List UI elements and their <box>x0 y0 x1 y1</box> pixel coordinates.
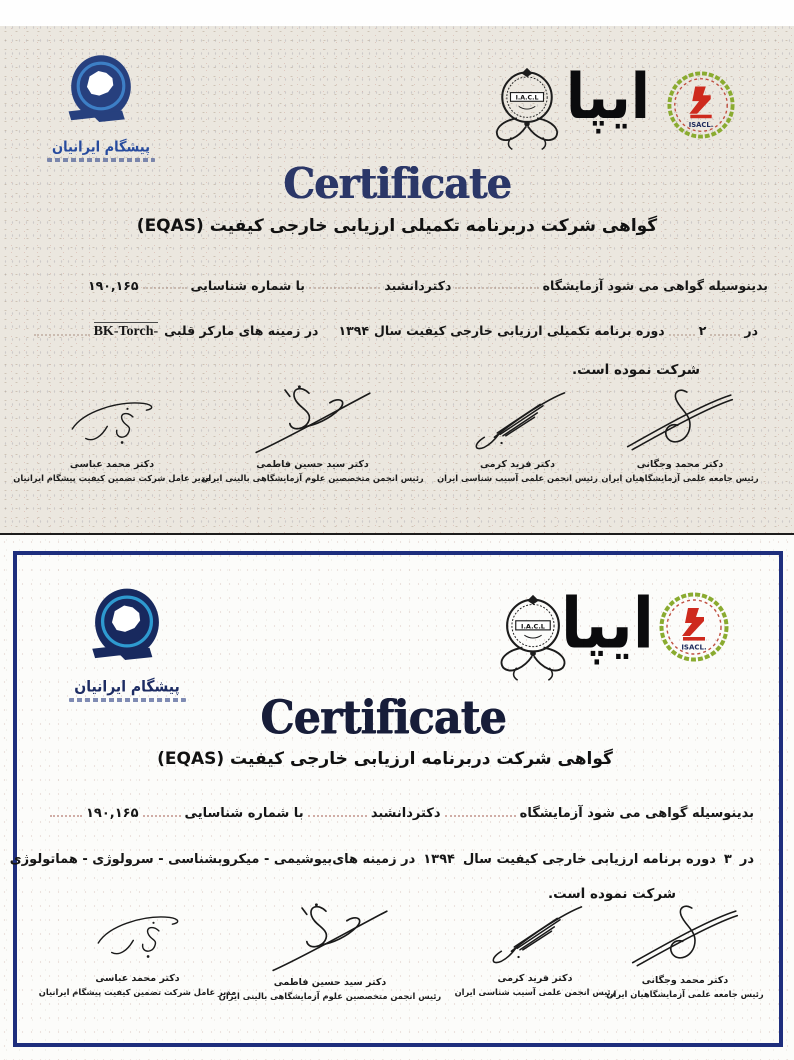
pishgam-logo-emblem <box>80 583 174 675</box>
certificate-title: گواهی شرکت دربرنامه تکمیلی ارزیابی خارجی کیفیت (EQAS) <box>136 216 658 236</box>
dotted-leader <box>308 814 367 817</box>
program-year: ۱۳۹۴ <box>338 323 369 338</box>
in-word: در <box>739 852 754 867</box>
signatory-title: رئیس جامعه علمی آزمایشگاهیان ایران <box>601 473 759 483</box>
pishgam-wordmark: پیشگام ایرانیان <box>74 678 180 696</box>
iacl-label: I.A.C.L <box>515 94 539 102</box>
dotted-leader <box>50 814 82 817</box>
signatory-name: دکتر سید حسین فاطمی <box>256 459 369 470</box>
signatory-name: دکتر فرید کرمی <box>497 973 573 984</box>
pishgam-iranian-logo <box>32 50 170 162</box>
program-text: دوره برنامه تکمیلی ارزیابی خارجی کیفیت سال <box>373 323 665 338</box>
lab-name: دکتردانشبد <box>384 278 452 293</box>
lead-text: بدینوسیله گواهی می شود آزمایشگاه <box>519 806 754 821</box>
fields-value: BK-Torch- <box>93 324 159 339</box>
iacl-medal-logo <box>488 66 566 154</box>
signatory-title: رئیس انجمن متخصصین علوم آزمایشگاهی بالینی ایران <box>218 991 442 1001</box>
dotted-leader <box>455 286 538 289</box>
certificate-bottom-content <box>0 535 794 1060</box>
closing-text: شرکت نموده است. <box>547 886 676 902</box>
isacl-logo <box>658 591 730 663</box>
certificate-title: گواهی شرکت دربرنامه ارزیابی خارجی کیفیت (EQAS) <box>157 749 613 769</box>
eipa-wordmark: ایپا <box>565 60 650 134</box>
dotted-leader <box>710 333 740 336</box>
signatory-name: دکتر فرید کرمی <box>480 459 555 470</box>
signature-vojgani <box>619 386 741 458</box>
dotted-leader <box>143 286 187 289</box>
eipa-logo <box>565 53 650 147</box>
id-value: ۱۹۰,۱۶۵ <box>88 278 139 293</box>
dotted-leader <box>669 333 695 336</box>
line-program <box>9 852 754 867</box>
dotted-leader <box>445 814 516 817</box>
in-word: در <box>744 323 758 338</box>
line-program <box>30 322 758 340</box>
fields-label: در زمینه های <box>332 852 416 867</box>
fields-label: در زمینه های مارکر قلبی <box>164 323 319 338</box>
certificate-heading: Certificate <box>283 158 511 209</box>
dotted-leader <box>309 286 380 289</box>
signatory-title: رئیس انجمن متخصصین علوم آزمایشگاهی بالینی ایران <box>201 473 424 483</box>
signature-block-abbasi <box>35 908 240 997</box>
signature-karami <box>460 390 576 458</box>
signature-fatemi <box>269 900 391 976</box>
closing-text: شرکت نموده است. <box>571 362 700 378</box>
round-count: ۳ <box>723 852 732 867</box>
signatory-name: دکتر سید حسین فاطمی <box>273 977 387 988</box>
line-lab-identity <box>88 278 768 293</box>
signature-fatemi <box>252 382 374 458</box>
round-count: ۲ <box>698 323 707 338</box>
dotted-leader <box>34 333 90 336</box>
signatory-title: مدیر عامل شرکت تضمین کیفیت پیشگام ایرانیان <box>13 473 211 483</box>
isacl-label: ISACL. <box>688 120 714 129</box>
id-label: با شماره شناسایی <box>184 806 304 821</box>
signature-block-karami <box>435 904 635 997</box>
signature-abbasi <box>54 394 170 458</box>
signatory-name: دکتر محمد عباسی <box>95 973 180 984</box>
scan-margin <box>0 0 794 26</box>
pishgam-iranian-logo <box>52 583 202 702</box>
signatory-name: دکتر محمد عباسی <box>69 459 155 470</box>
signatory-name: دکتر محمد وجگانی <box>636 459 724 470</box>
isacl-logo <box>666 70 736 140</box>
signatory-title: رئیس جامعه علمی آزمایشگاهیان ایران <box>606 989 764 999</box>
signatory-name: دکتر محمد وجگانی <box>641 975 729 986</box>
signature-block-fatemi <box>215 900 445 1001</box>
fields-value: بیوشیمی - میکروبشناسی - سرولوژی - هماتولوژی <box>9 852 333 867</box>
id-label: با شماره شناسایی <box>190 278 305 293</box>
certificate-heading: Certificate <box>260 691 506 745</box>
isacl-label: ISACL. <box>681 643 707 652</box>
iacl-label: I.A.C.L <box>521 622 545 631</box>
signature-block-abbasi <box>12 394 212 483</box>
pishgam-logo-emblem <box>57 50 145 136</box>
signatory-title: مدیر عامل شرکت تضمین کیفیت پیشگام ایرانیان <box>38 987 237 997</box>
dotted-leader <box>143 814 181 817</box>
id-value: ۱۹۰,۱۶۵ <box>86 806 139 821</box>
signature-block-karami <box>420 390 615 483</box>
signature-vojgani <box>624 902 746 974</box>
eipa-logo <box>560 576 654 677</box>
program-text: دوره برنامه ارزیابی خارجی کیفیت سال <box>462 852 716 867</box>
pishgam-wordmark: پیشگام ایرانیان <box>52 139 150 156</box>
signature-karami <box>477 904 593 972</box>
eipa-wordmark: ایپا <box>560 582 654 665</box>
program-year: ۱۳۹۴ <box>423 852 455 867</box>
line-lab-identity <box>46 806 754 821</box>
signatory-title: رئیس انجمن علمی آسیب شناسی ایران <box>437 473 598 483</box>
lead-text: بدینوسیله گواهی می شود آزمایشگاه <box>542 278 768 293</box>
lab-name: دکتردانشبد <box>370 806 441 821</box>
signature-block-fatemi <box>200 382 425 483</box>
signature-abbasi <box>80 908 196 972</box>
signatory-title: رئیس انجمن علمی آسیب شناسی ایران <box>454 987 616 997</box>
